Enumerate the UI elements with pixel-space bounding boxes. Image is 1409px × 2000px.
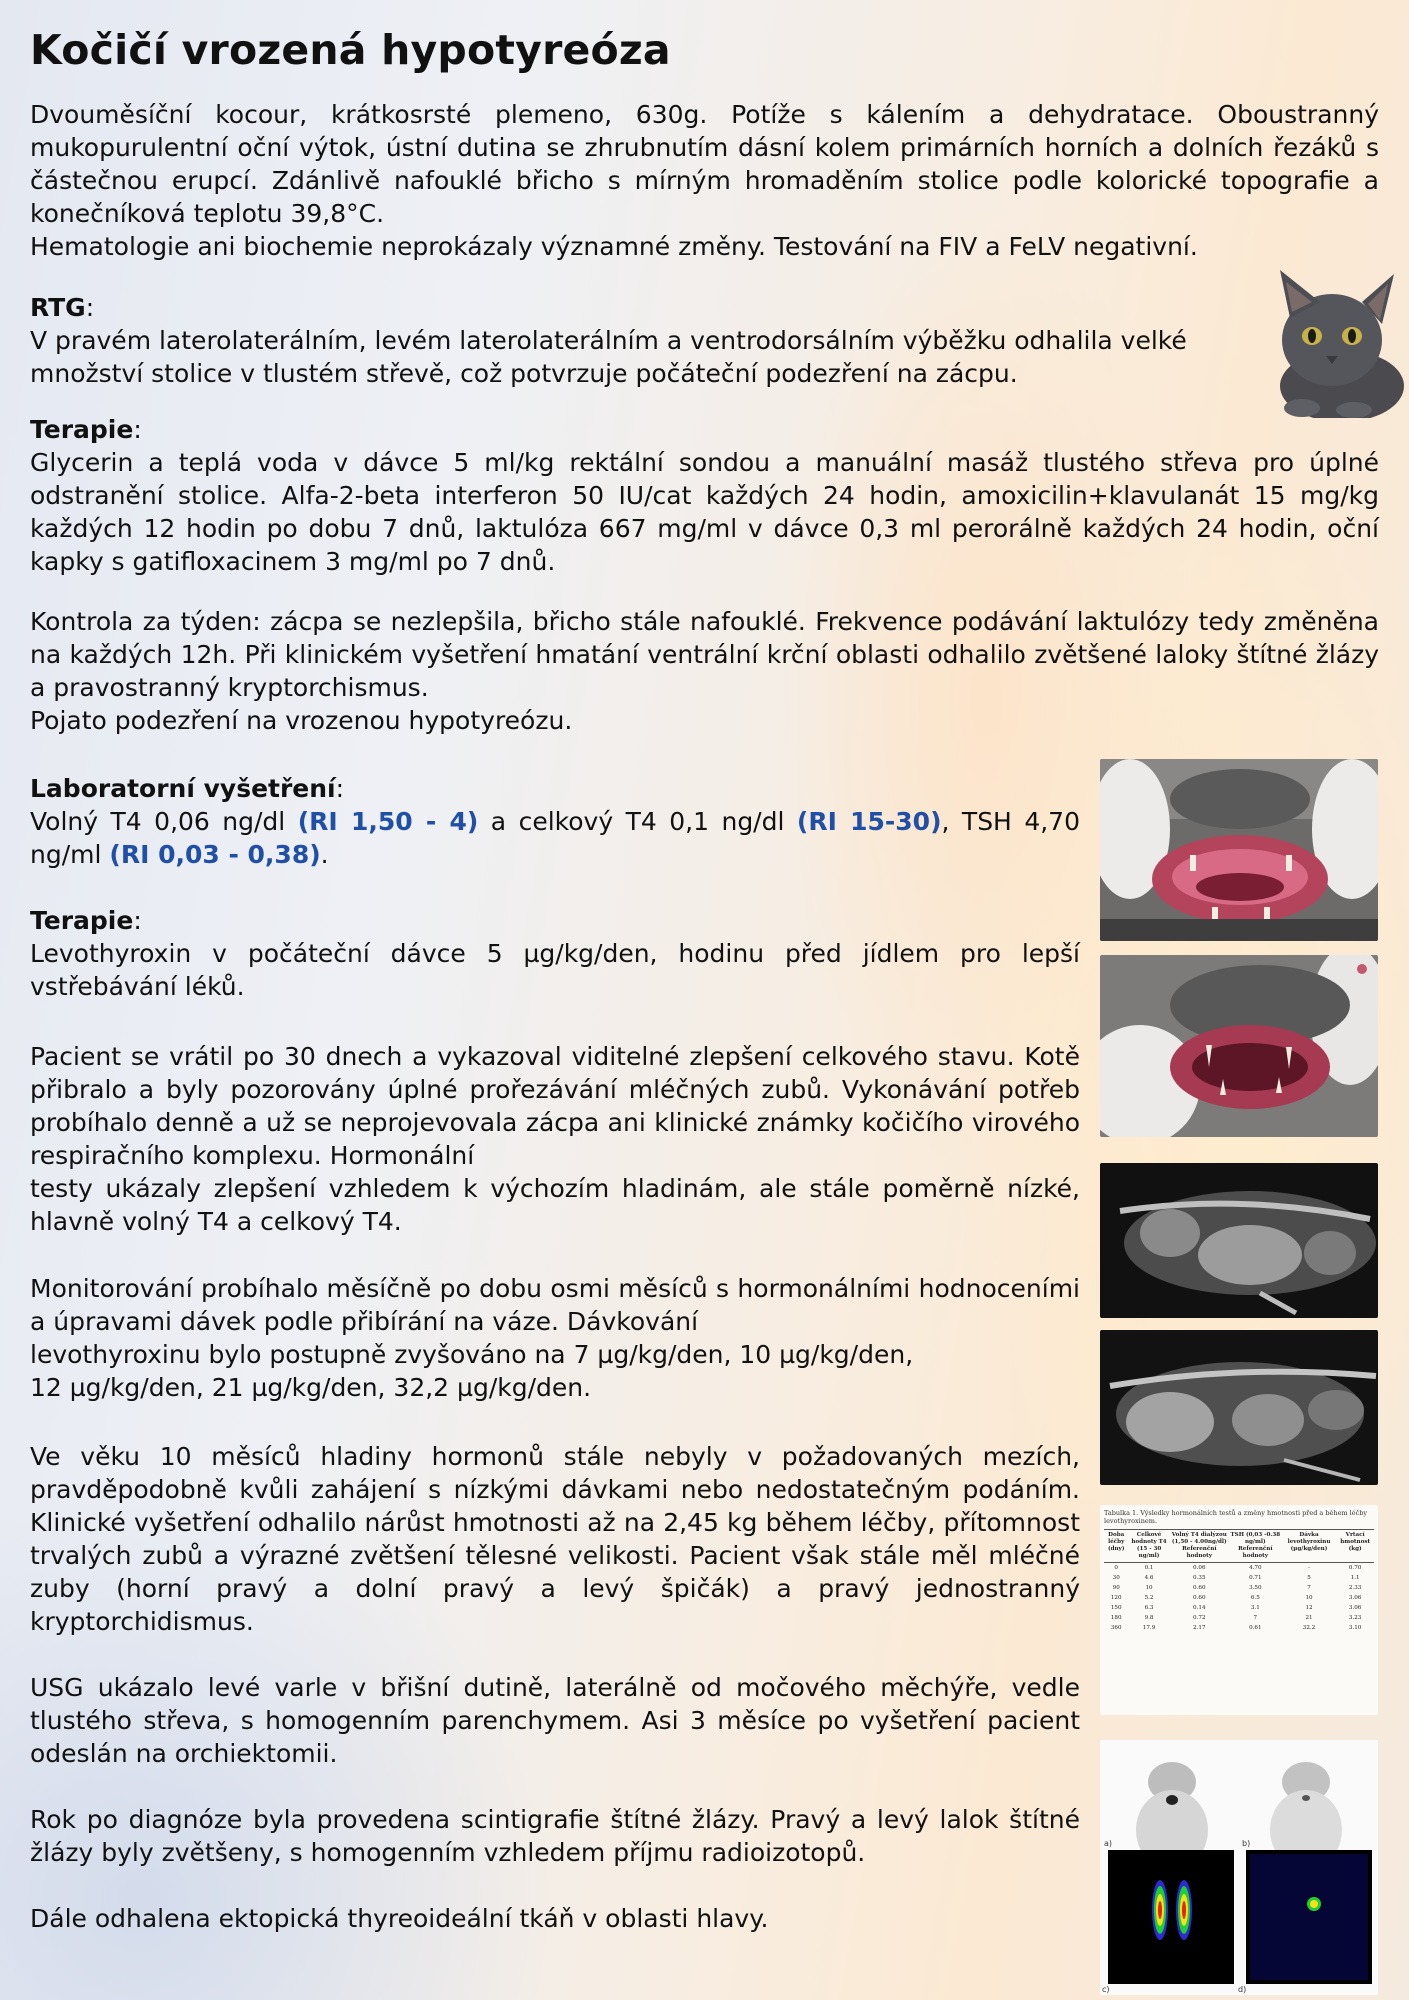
table-cell: 30 <box>1112 1574 1120 1581</box>
rtg-section: RTG: V pravém laterolaterálním, levém laterolaterálním a ventrodorsálním výběžku odhalila velké množství stolice v tlustém střevě, což potvrzuje počáteční podezření na zácpu. <box>30 291 1230 390</box>
table-cell: 4.6 <box>1144 1574 1154 1581</box>
lab-ri-total-t4: (RI 15-30) <box>796 807 942 836</box>
table-cell: 32.2 <box>1302 1624 1316 1631</box>
page-title: Kočičí vrozená hypotyreóza <box>30 26 671 74</box>
lab-ri-tsh: (RI 0,03 - 0,38) <box>109 840 321 869</box>
return-section <box>30 1040 1080 1238</box>
table-cell: 2.33 <box>1348 1584 1362 1591</box>
lab-total-t4: a celkový T4 0,1 ng/dl <box>490 807 785 836</box>
control-section <box>30 605 1379 737</box>
table-header-cell: Vrtací hmotnost (kg) <box>1336 1530 1374 1563</box>
scint-label-c: c) <box>1102 1985 1110 1994</box>
table-row <box>1104 1563 1374 1574</box>
table-cell: 0.60 <box>1193 1584 1206 1591</box>
table-cell: - <box>1308 1564 1310 1571</box>
scintigraphy-text: Rok po diagnóze byla provedena scintigrafie štítné žlázy. Pravý a levý lalok štítné žlázy byly zvětšeny, s homogenním vzhledem příjmu radioizotopů. <box>30 1805 1080 1867</box>
table-cell: 6.3 <box>1144 1604 1154 1611</box>
table-header-row <box>1104 1530 1374 1563</box>
table-cell: 0.1 <box>1144 1564 1154 1571</box>
hormone-table-figure <box>1100 1505 1378 1715</box>
mouth-photo-side <box>1100 955 1378 1137</box>
table-cell: 0.61 <box>1249 1624 1262 1631</box>
table-cell: 120 <box>1110 1594 1122 1601</box>
table-cell: 10 <box>1145 1584 1153 1591</box>
control-text: Kontrola za týden: zácpa se nezlepšila, břicho stále nafouklé. Frekvence podávání laktulózy tedy změněna na každých 12h. Při klinickém vyšetření hmatání ventrální krční oblasti odhalilo zvětšené laloky štítné žlázy a pravostranný kryptorchismus. <box>30 607 1379 702</box>
ectopic-section <box>30 1902 1080 1935</box>
therapy2-heading: Terapie <box>30 906 134 935</box>
return-paragraph-2: testy ukázaly zlepšení vzhledem k výchozím hladinám, ale stále poměrně nízké, hlavně volný T4 a celkový T4. <box>30 1174 1080 1236</box>
table-cell: 0.35 <box>1193 1574 1206 1581</box>
table-cell: 2.17 <box>1193 1624 1206 1631</box>
table-row <box>1104 1613 1374 1623</box>
table-row <box>1104 1623 1374 1633</box>
monitoring-paragraph-2: levothyroxinu bylo postupně zvyšováno na 7 µg/kg/den, 10 µg/kg/den, <box>30 1340 914 1369</box>
table-caption: Tabulka 1. Výsledky hormonálních testů a změny hmotnosti před a během léčby levothyroxinem. <box>1104 1509 1368 1525</box>
table-row <box>1104 1603 1374 1613</box>
table-header-cell: Doba léčby (dny) <box>1104 1530 1128 1563</box>
table-cell: 10 <box>1305 1594 1313 1601</box>
xray-ventrodorsal <box>1100 1163 1378 1318</box>
lab-section: Laboratorní vyšetření: Volný T4 0,06 ng/dl (RI 1,50 - 4) a celkový T4 0,1 ng/dl (RI 15-30), TSH 4,70 ng/ml (RI 0,03 - 0,38). <box>30 774 1080 869</box>
therapy1-section: Terapie: Glycerin a teplá voda v dávce 5 ml/kg rektální sondou a manuální masáž tlustého střeva pro úplné odstranění stolice. Alfa-2-beta interferon 50 IU/cat každých 24 hodin, amoxicilin+klavulanát 15 mg/kg každých 12 hodin po dobu 7 dnů, laktulóza 667 mg/ml v dávce 0,3 ml perorálně každých 24 hodin, oční kapky s gatifloxacinem 3 mg/ml po 7 dnů. <box>30 415 1379 576</box>
lab-values: Volný T4 0,06 ng/dl (RI 1,50 - 4) a celkový T4 0,1 ng/dl (RI 15-30), TSH 4,70 ng/ml (RI 0,03 - 0,38). <box>30 807 1080 869</box>
mouth-photo-front <box>1100 759 1378 941</box>
lab-tsh: , TSH 4,70 ng/ml <box>30 807 1080 869</box>
table-cell: 12 <box>1305 1604 1313 1611</box>
therapy1-text: Glycerin a teplá voda v dávce 5 ml/kg rektální sondou a manuální masáž tlustého střeva pro úplné odstranění stolice. Alfa-2-beta interferon 50 IU/cat každých 24 hodin, amoxicilin+klavulanát 15 mg/kg každých 12 hodin po dobu 7 dnů, laktulóza 667 mg/ml v dávce 0,3 ml perorálně každých 24 hodin, oční kapky s gatifloxacinem 3 mg/ml po 7 dnů. <box>30 448 1379 576</box>
rtg-text: V pravém laterolaterálním, levém laterolaterálním a ventrodorsálním výběžku odhalila velké množství stolice v tlustém střevě, což potvrzuje počáteční podezření na zácpu. <box>30 326 1187 388</box>
rtg-heading: RTG <box>30 293 86 322</box>
lab-free-t4: Volný T4 0,06 ng/dl <box>30 807 286 836</box>
table-cell: 5.2 <box>1144 1594 1154 1601</box>
table-cell: 0.06 <box>1193 1564 1206 1571</box>
table-cell: 150 <box>1110 1604 1122 1611</box>
therapy2-section: Terapie: Levothyroxin v počáteční dávce 5 µg/kg/den, hodinu před jídlem pro lepší vstřebávání léků. <box>30 906 1080 1001</box>
table-cell: 180 <box>1110 1614 1122 1621</box>
monitoring-paragraph-3: 12 µg/kg/den, 21 µg/kg/den, 32,2 µg/kg/den. <box>30 1373 592 1402</box>
table-body <box>1104 1563 1374 1634</box>
table-cell: 1.1 <box>1350 1574 1360 1581</box>
kitten-photo <box>1262 268 1404 418</box>
table-cell: 0.71 <box>1249 1574 1262 1581</box>
table-cell: 6.5 <box>1250 1594 1260 1601</box>
scint-label-b: b) <box>1242 1839 1251 1848</box>
table-cell: 0 <box>1114 1564 1118 1571</box>
table-cell: 0.60 <box>1193 1594 1206 1601</box>
therapy1-heading: Terapie <box>30 415 134 444</box>
age10-section <box>30 1440 1080 1638</box>
lab-ri-free-t4: (RI 1,50 - 4) <box>297 807 479 836</box>
table-cell: 3.1 <box>1250 1604 1260 1611</box>
table-cell: 7 <box>1307 1584 1311 1591</box>
lab-heading: Laboratorní vyšetření <box>30 774 336 803</box>
return-paragraph-1: Pacient se vrátil po 30 dnech a vykazoval viditelné zlepšení celkového stavu. Kotě přibralo a byly pozorovány úplné prořezávání mléčných zubů. Vykonávání potřeb probíhalo denně a už se neprojevovala zácpa ani klinické známky kočičího virového respiračního komplexu. Hormonální <box>30 1042 1080 1170</box>
table-cell: 4.70 <box>1249 1564 1262 1571</box>
table-cell: 3.10 <box>1348 1624 1362 1631</box>
table-header-cell: Dávka levothyroxinu (µg/kg/den) <box>1282 1530 1337 1563</box>
table-cell: 90 <box>1112 1584 1120 1591</box>
table-cell: 5 <box>1307 1574 1311 1581</box>
monitoring-paragraph-1: Monitorování probíhalo měsíčně po dobu osmi měsíců s hormonálními hodnoceními a úpravami dávek podle přibírání na váze. Dávkování <box>30 1274 1080 1336</box>
monitoring-section <box>30 1272 1080 1404</box>
scintigraphy-figure <box>1100 1740 1378 1995</box>
xray-laterolateral <box>1100 1330 1378 1485</box>
table-header-cell: Celkové hodnoty T4 (15 - 30 ng/ml) <box>1128 1530 1169 1563</box>
table-cell: 9.8 <box>1144 1614 1154 1621</box>
hormone-table <box>1104 1529 1374 1633</box>
table-row <box>1104 1593 1374 1603</box>
table-header-cell: Volný T4 dialýzou (1,50 - 4.00ng/dl) Referenční hodnoty <box>1170 1530 1229 1563</box>
table-row <box>1104 1583 1374 1593</box>
scint-label-d: d) <box>1238 1985 1247 1994</box>
usg-text: USG ukázalo levé varle v břišní dutině, laterálně od močového měchýře, vedle tlustého střeva, s homogenním parenchymem. Asi 3 měsíce po vyšetření pacient odeslán na orchiektomii. <box>30 1673 1080 1768</box>
table-cell: 17.9 <box>1142 1624 1156 1631</box>
table-cell: 21 <box>1305 1614 1313 1621</box>
table-row <box>1104 1573 1374 1583</box>
table-cell: 0.70 <box>1348 1564 1362 1571</box>
table-cell: 360 <box>1110 1624 1122 1631</box>
age10-text: Ve věku 10 měsíců hladiny hormonů stále nebyly v požadovaných mezích, pravděpodobně kvůli zahájení s nízkými dávkami nebo nedostatečným podáním. Klinické vyšetření odhalilo nárůst hmotnosti až na 2,45 kg během léčby, přítomnost trvalých zubů a výrazné zvětšení tělesné velikosti. Pacient však stále měl mléčné zuby (horní pravý a dolní pravý a levý špičák) a pravý jednostranný kryptorchidismus. <box>30 1442 1080 1636</box>
table-cell: 3.50 <box>1249 1584 1262 1591</box>
intro-lab-summary: Hematologie ani biochemie neprokázaly významné změny. Testování na FIV a FeLV negativní. <box>30 232 1198 261</box>
intro-section <box>30 98 1379 263</box>
intro-paragraph: Dvouměsíční kocour, krátkosrsté plemeno, 630g. Potíže s kálením a dehydratace. Oboustranný mukopurulentní oční výtok, ústní dutina se zhrubnutím dásní kolem primárních horních a dolních řezáků s částečnou erupcí. Zdánlivě nafouklé břicho s mírným hromaděním stolice podle kolorické topografie a konečníková teplotu 39,8°C. <box>30 100 1379 228</box>
table-cell: 0.72 <box>1193 1614 1206 1621</box>
ectopic-text: Dále odhalena ektopická thyreoideální tkáň v oblasti hlavy. <box>30 1904 769 1933</box>
scint-label-a: a) <box>1104 1839 1113 1848</box>
table-cell: 3.23 <box>1348 1614 1362 1621</box>
suspicion-text: Pojato podezření na vrozenou hypotyreózu. <box>30 706 573 735</box>
table-cell: 3.06 <box>1348 1604 1362 1611</box>
therapy2-text: Levothyroxin v počáteční dávce 5 µg/kg/den, hodinu před jídlem pro lepší vstřebávání léků. <box>30 939 1080 1001</box>
table-cell: 7 <box>1253 1614 1258 1621</box>
usg-section <box>30 1671 1080 1770</box>
table-cell: 3.06 <box>1348 1594 1362 1601</box>
scintigraphy-section <box>30 1803 1080 1869</box>
table-cell: 0.14 <box>1193 1604 1206 1611</box>
table-header-cell: TSH (0,03 -0.38 ng/ml) Referenční hodnoty <box>1229 1530 1282 1563</box>
